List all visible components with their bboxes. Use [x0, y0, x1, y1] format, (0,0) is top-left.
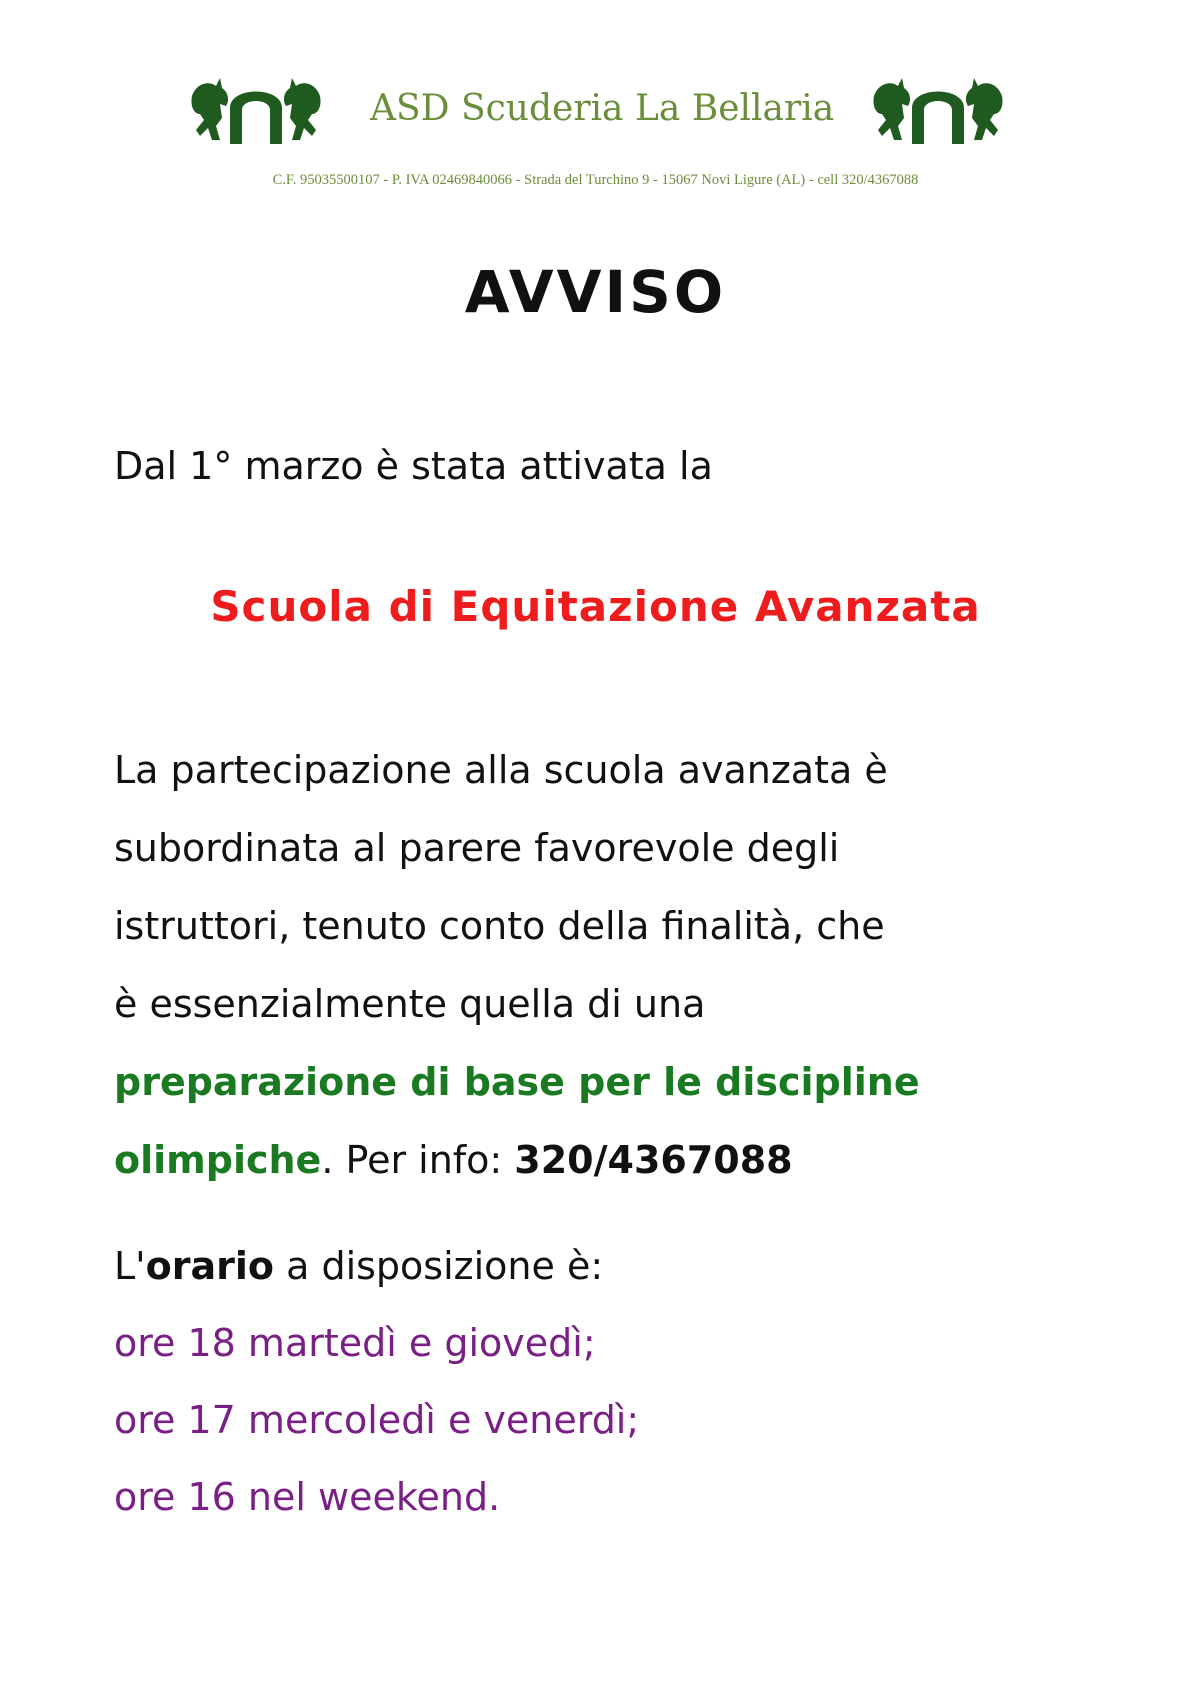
org-name: ASD Scuderia La Bellaria — [370, 88, 835, 129]
info-prefix: . Per info: — [321, 1138, 515, 1182]
horses-horseshoe-logo-icon — [186, 74, 326, 148]
paragraph-line: subordinata al parere favorevole degli — [114, 826, 840, 870]
paragraph-line: La partecipazione alla scuola avanzata è — [114, 748, 888, 792]
schedule-intro-prefix: L' — [114, 1244, 146, 1288]
notice-title: AVVISO — [464, 258, 727, 326]
intro-text: Dal 1° marzo è stata attivata la — [114, 444, 713, 488]
paragraph-line: istruttori, tenuto conto della finalità, che — [114, 904, 885, 948]
description-paragraph — [114, 731, 1074, 1199]
org-info-line: C.F. 95035500107 - P. IVA 02469840066 - Strada del Turchino 9 - 15067 Novi Ligure (AL) - cell 320/4367088 — [272, 172, 919, 188]
school-name: Scuola di Equitazione Avanzata — [210, 582, 981, 631]
schedule-intro-suffix: a disposizione è: — [274, 1244, 604, 1288]
schedule-intro-bold: orario — [145, 1244, 274, 1288]
schedule-line: ore 17 mercoledì e venerdì; — [114, 1398, 640, 1442]
schedule-intro — [114, 1228, 1014, 1305]
schedule-section — [114, 1228, 1014, 1536]
highlight-line: preparazione di base per le discipline — [114, 1060, 920, 1104]
paragraph-line: è essenzialmente quella di una — [114, 982, 706, 1026]
highlight-word: olimpiche — [114, 1138, 322, 1182]
schedule-line: ore 16 nel weekend. — [114, 1475, 501, 1519]
info-line — [114, 1121, 1074, 1199]
info-phone: 320/4367088 — [514, 1138, 793, 1182]
horses-horseshoe-logo-icon — [868, 74, 1008, 148]
schedule-line: ore 18 martedì e giovedì; — [114, 1321, 596, 1365]
